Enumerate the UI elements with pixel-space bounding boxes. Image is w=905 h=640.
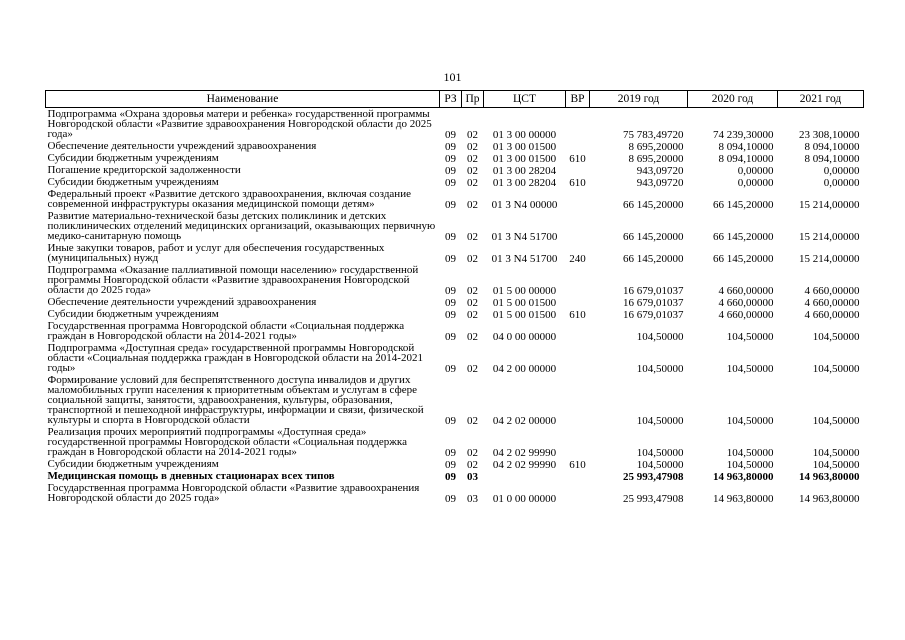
table-row	[46, 264, 864, 296]
row-value-2019: 66 145,20000	[623, 253, 684, 265]
row-value-2021: 23 308,10000	[799, 129, 860, 141]
table-row	[46, 242, 864, 264]
row-name: Формирование условий для беспрепятственного доступа инвалидов и других маломобильных групп населения к приоритетным объектам и услугам в сфере социальной защиты, занятости, здравоохранения, культуры, образования, транспортной и пешеходной инфраструктуры, информации и связи, физической культуры и спорта в Новгородской области	[47, 374, 424, 426]
row-name: Субсидии бюджетным учреждениям	[47, 458, 219, 470]
row-name: Подпрограмма «Охрана здоровья матери и ребенка» государственной программы Новгородской области «Развитие здравоохранения Новгородской области до 2025 года»	[47, 108, 432, 140]
row-rz: 09	[445, 309, 456, 321]
row-rz: 09	[445, 231, 456, 243]
row-rz: 09	[445, 153, 456, 165]
row-vr: 610	[569, 309, 586, 321]
row-value-2020: 66 145,20000	[713, 253, 774, 265]
row-vr	[566, 108, 590, 141]
row-vr	[566, 426, 590, 458]
header-2021: 2021 год	[778, 91, 864, 108]
row-value-2019: 16 679,01037	[623, 309, 684, 321]
row-value-2019: 104,50000	[636, 459, 684, 471]
row-pr: 02	[467, 309, 478, 321]
row-vr	[566, 320, 590, 342]
table-row	[46, 482, 864, 504]
row-value-2019: 75 783,49720	[623, 129, 684, 141]
row-vr: 240	[569, 253, 586, 265]
row-value-2021: 104,50000	[812, 447, 860, 459]
row-rz: 09	[445, 285, 456, 297]
row-pr: 02	[467, 447, 478, 459]
row-rz: 09	[445, 177, 456, 189]
row-value-2020: 104,50000	[726, 447, 774, 459]
row-vr: 610	[569, 153, 586, 165]
row-rz: 09	[445, 331, 456, 343]
row-value-2020: 4 660,00000	[718, 285, 774, 297]
row-cst: 01 3 00 01500	[492, 141, 557, 153]
row-cst: 04 2 02 99990	[492, 447, 557, 459]
header-pr: Пр	[462, 91, 484, 108]
table-row	[46, 470, 864, 482]
row-value-2020: 104,50000	[726, 459, 774, 471]
row-value-2021: 104,50000	[812, 415, 860, 427]
row-pr: 03	[467, 493, 478, 505]
row-pr: 02	[467, 253, 478, 265]
row-value-2019: 25 993,47908	[623, 493, 684, 505]
row-name: Иные закупки товаров, работ и услуг для обеспечения государственных (муниципальных) нужд	[47, 242, 385, 264]
row-value-2020: 0,00000	[737, 165, 774, 177]
row-value-2020: 4 660,00000	[718, 309, 774, 321]
row-value-2019: 8 695,20000	[628, 153, 684, 165]
row-value-2020: 66 145,20000	[713, 199, 774, 211]
page-number: 101	[443, 70, 462, 84]
row-value-2019: 8 695,20000	[628, 141, 684, 153]
row-value-2021: 14 963,80000	[799, 493, 860, 505]
row-value-2021: 15 214,00000	[799, 199, 860, 211]
row-name: Развитие материально-технической базы детских поликлиник и детских поликлинических отделений медицинских организаций, оказывающих первичную медико-санитарную помощь	[47, 210, 436, 242]
row-value-2021: 8 094,10000	[804, 141, 860, 153]
row-value-2019: 16 679,01037	[623, 297, 684, 309]
row-rz: 09	[445, 471, 456, 483]
row-name: Федеральный проект «Развитие детского здравоохранения, включая создание современной инфраструктуры оказания медицинской помощи детям»	[47, 188, 411, 210]
row-vr	[566, 296, 590, 308]
row-cst: 01 0 00 00000	[492, 493, 557, 505]
row-pr: 02	[467, 331, 478, 343]
row-name: Государственная программа Новгородской области «Социальная поддержка граждан в Новгородской области на 2014-2021 годы»	[47, 320, 405, 342]
row-pr: 02	[467, 199, 478, 211]
header-cst: ЦСТ	[484, 91, 566, 108]
row-rz: 09	[445, 253, 456, 265]
row-value-2020: 104,50000	[726, 331, 774, 343]
row-rz: 09	[445, 363, 456, 375]
row-rz: 09	[445, 297, 456, 309]
row-value-2021: 14 963,80000	[799, 471, 860, 483]
row-vr: 610	[569, 177, 586, 189]
row-cst: 01 3 00 28204	[492, 165, 557, 177]
row-value-2021: 4 660,00000	[804, 297, 860, 309]
row-cst: 01 3 N4 51700	[491, 253, 558, 265]
row-vr	[566, 470, 590, 482]
row-value-2020: 14 963,80000	[713, 493, 774, 505]
row-vr: 610	[569, 459, 586, 471]
table-row	[46, 140, 864, 152]
row-name: Подпрограмма «Оказание паллиативной помощи населению» государственной программы Новгородской области «Развитие здравоохранения Новгородской области до 2025 года»	[47, 264, 419, 296]
row-pr: 02	[467, 363, 478, 375]
row-vr	[566, 374, 590, 426]
row-cst: 01 3 00 01500	[492, 153, 557, 165]
row-name: Реализация прочих мероприятий подпрограммы «Доступная среда» государственной программы Новгородской области «Социальная поддержка граждан в Новгородской области на 2014-2021 годы»	[47, 426, 407, 458]
row-name: Субсидии бюджетным учреждениям	[47, 176, 219, 188]
row-value-2021: 0,00000	[823, 165, 860, 177]
table-row	[46, 374, 864, 426]
row-value-2021: 15 214,00000	[799, 231, 860, 243]
row-value-2019: 104,50000	[636, 363, 684, 375]
row-value-2019: 66 145,20000	[623, 199, 684, 211]
row-cst: 01 3 N4 00000	[491, 199, 558, 211]
header-name: Наименование	[46, 91, 440, 108]
row-rz: 09	[445, 447, 456, 459]
row-pr: 02	[467, 459, 478, 471]
row-value-2021: 8 094,10000	[804, 153, 860, 165]
table-row	[46, 108, 864, 141]
header-2020: 2020 год	[688, 91, 778, 108]
row-value-2020: 0,00000	[737, 177, 774, 189]
header-rz: РЗ	[440, 91, 462, 108]
row-name: Подпрограмма «Доступная среда» государственной программы Новгородской области «Социальная поддержка граждан в Новгородской области на 2014-2021 годы»	[47, 342, 423, 374]
row-value-2019: 25 993,47908	[623, 471, 684, 483]
row-name: Государственная программа Новгородской области «Развитие здравоохранения Новгородской области до 2025 года»	[47, 482, 420, 504]
row-value-2019: 104,50000	[636, 447, 684, 459]
row-value-2020: 74 239,30000	[713, 129, 774, 141]
table-row	[46, 458, 864, 470]
row-cst: 04 0 00 00000	[492, 331, 557, 343]
row-value-2021: 104,50000	[812, 331, 860, 343]
row-value-2019: 104,50000	[636, 415, 684, 427]
row-cst: 01 3 N4 51700	[491, 231, 558, 243]
row-value-2020: 104,50000	[726, 415, 774, 427]
row-vr	[566, 188, 590, 210]
row-cst: 04 2 00 00000	[492, 363, 557, 375]
row-name: Субсидии бюджетным учреждениям	[47, 308, 219, 320]
row-pr: 02	[467, 141, 478, 153]
row-value-2021: 104,50000	[812, 459, 860, 471]
row-name: Обеспечение деятельности учреждений здравоохранения	[47, 140, 317, 152]
row-rz: 09	[445, 199, 456, 211]
table-row	[46, 176, 864, 188]
row-value-2021: 15 214,00000	[799, 253, 860, 265]
row-rz: 09	[445, 165, 456, 177]
table-row	[46, 308, 864, 320]
table-row	[46, 210, 864, 242]
row-value-2019: 104,50000	[636, 331, 684, 343]
row-vr	[566, 482, 590, 504]
row-value-2021: 104,50000	[812, 363, 860, 375]
row-name: Погашение кредиторской задолженности	[47, 164, 241, 176]
table-body	[46, 108, 864, 505]
row-pr: 02	[467, 129, 478, 141]
table-row	[46, 320, 864, 342]
row-vr	[566, 342, 590, 374]
row-cst: 01 5 00 01500	[492, 297, 557, 309]
row-pr: 02	[467, 231, 478, 243]
row-cst: 04 2 02 99990	[492, 459, 557, 471]
row-cst: 04 2 02 00000	[492, 415, 557, 427]
row-pr: 02	[467, 153, 478, 165]
header-vr: ВР	[566, 91, 590, 108]
table-row	[46, 188, 864, 210]
row-cst: 01 5 00 01500	[492, 309, 557, 321]
row-pr: 02	[467, 285, 478, 297]
row-value-2019: 66 145,20000	[623, 231, 684, 243]
row-rz: 09	[445, 129, 456, 141]
row-value-2019: 943,09720	[636, 165, 684, 177]
row-value-2021: 0,00000	[823, 177, 860, 189]
table-row	[46, 164, 864, 176]
table-row	[46, 296, 864, 308]
row-cst: 01 3 00 28204	[492, 177, 557, 189]
row-value-2020: 8 094,10000	[718, 141, 774, 153]
row-vr	[566, 264, 590, 296]
row-vr	[566, 164, 590, 176]
row-vr	[566, 210, 590, 242]
row-cst: 01 5 00 00000	[492, 285, 557, 297]
row-value-2020: 66 145,20000	[713, 231, 774, 243]
row-name: Обеспечение деятельности учреждений здравоохранения	[47, 296, 317, 308]
row-rz: 09	[445, 415, 456, 427]
table-row	[46, 152, 864, 164]
row-pr: 03	[467, 471, 478, 483]
row-vr	[566, 140, 590, 152]
table-header-row	[46, 91, 864, 108]
row-rz: 09	[445, 493, 456, 505]
row-pr: 02	[467, 177, 478, 189]
row-pr: 02	[467, 415, 478, 427]
row-name: Субсидии бюджетным учреждениям	[47, 152, 219, 164]
row-pr: 02	[467, 297, 478, 309]
row-name: Медицинская помощь в дневных стационарах всех типов	[47, 470, 335, 482]
row-cst: 01 3 00 00000	[492, 129, 557, 141]
row-pr: 02	[467, 165, 478, 177]
table-row	[46, 342, 864, 374]
row-value-2020: 104,50000	[726, 363, 774, 375]
row-value-2020: 8 094,10000	[718, 153, 774, 165]
row-value-2021: 4 660,00000	[804, 285, 860, 297]
row-rz: 09	[445, 141, 456, 153]
row-value-2019: 16 679,01037	[623, 285, 684, 297]
row-value-2020: 4 660,00000	[718, 297, 774, 309]
header-2019: 2019 год	[590, 91, 688, 108]
table-row	[46, 426, 864, 458]
row-rz: 09	[445, 459, 456, 471]
budget-table	[45, 90, 864, 504]
row-value-2019: 943,09720	[636, 177, 684, 189]
row-cst	[484, 470, 566, 482]
row-value-2020: 14 963,80000	[713, 471, 774, 483]
row-value-2021: 4 660,00000	[804, 309, 860, 321]
